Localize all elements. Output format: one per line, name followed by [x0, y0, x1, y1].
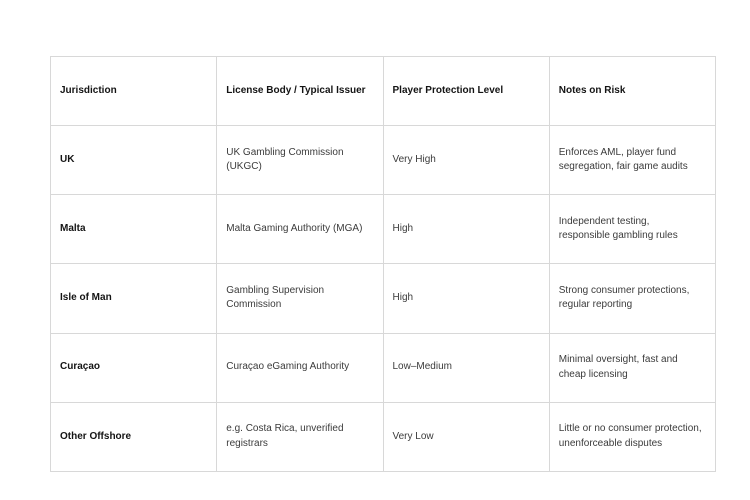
- cell-protection-level: Very High: [383, 126, 549, 195]
- table-row-other-offshore: [51, 402, 716, 471]
- header-row: [51, 57, 716, 126]
- cell-notes-on-risk: Minimal oversight, fast and cheap licensing: [549, 333, 715, 402]
- cell-jurisdiction: Isle of Man: [51, 264, 217, 333]
- cell-protection-level: High: [383, 264, 549, 333]
- jurisdiction-risk-table: [50, 56, 716, 472]
- column-header-notes-on-risk: Notes on Risk: [549, 57, 715, 126]
- cell-protection-level: High: [383, 195, 549, 264]
- column-header-license-body: License Body / Typical Issuer: [217, 57, 383, 126]
- cell-license-body: Curaçao eGaming Authority: [217, 333, 383, 402]
- column-header-protection-level: Player Protection Level: [383, 57, 549, 126]
- cell-protection-level: Very Low: [383, 402, 549, 471]
- cell-notes-on-risk: Independent testing, responsible gambling rules: [549, 195, 715, 264]
- table-row-uk: [51, 126, 716, 195]
- cell-notes-on-risk: Strong consumer protections, regular reporting: [549, 264, 715, 333]
- table-row-malta: [51, 195, 716, 264]
- cell-license-body: UK Gambling Commission (UKGC): [217, 126, 383, 195]
- cell-protection-level: Low–Medium: [383, 333, 549, 402]
- cell-notes-on-risk: Little or no consumer protection, unenforceable disputes: [549, 402, 715, 471]
- cell-license-body: e.g. Costa Rica, unverified registrars: [217, 402, 383, 471]
- cell-license-body: Gambling Supervision Commission: [217, 264, 383, 333]
- cell-license-body: Malta Gaming Authority (MGA): [217, 195, 383, 264]
- column-header-jurisdiction: Jurisdiction: [51, 57, 217, 126]
- cell-jurisdiction: Malta: [51, 195, 217, 264]
- cell-jurisdiction: Other Offshore: [51, 402, 217, 471]
- table-row-curacao: [51, 333, 716, 402]
- cell-notes-on-risk: Enforces AML, player fund segregation, fair game audits: [549, 126, 715, 195]
- table-row-isle-of-man: [51, 264, 716, 333]
- cell-jurisdiction: UK: [51, 126, 217, 195]
- cell-jurisdiction: Curaçao: [51, 333, 217, 402]
